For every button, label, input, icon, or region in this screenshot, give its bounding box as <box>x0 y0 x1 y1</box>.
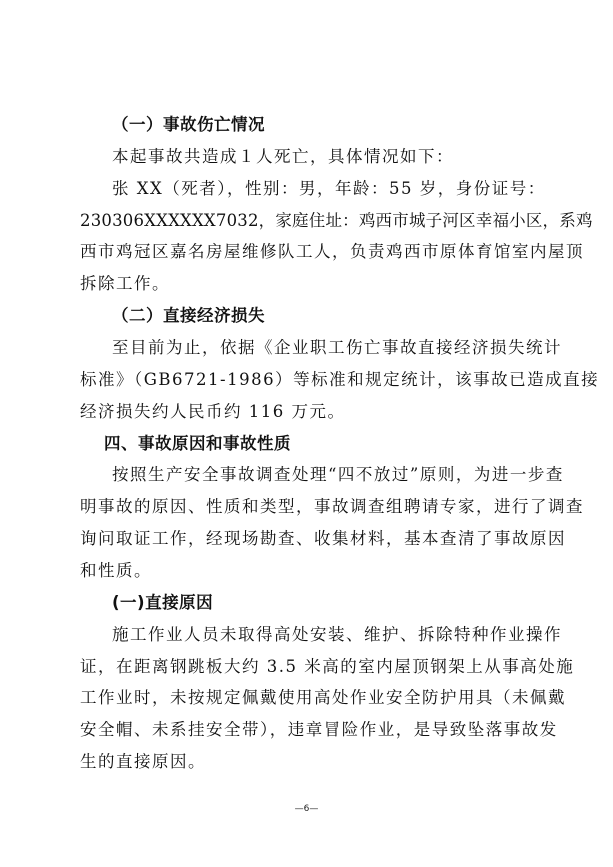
paragraph-line: 询问取证工作，经现场勘查、收集材料，基本查清了事故原因 <box>80 529 566 548</box>
paragraph-line: 至目前为止，依据《企业职工伤亡事故直接经济损失统计 <box>112 338 562 357</box>
paragraph-line: 张 XX（死者），性别：男，年龄：55 岁，身份证号： <box>112 179 546 198</box>
paragraph-line: 230306XXXXXX7032，家庭住址：鸡西市城子河区幸福小区，系鸡 <box>80 211 593 230</box>
page-number: —6— <box>294 804 319 814</box>
paragraph-line: 西市鸡冠区嘉名房屋维修队工人，负责鸡西市原体育馆室内屋顶 <box>80 242 584 261</box>
paragraph-line: 工作业时，未按规定佩戴使用高处作业安全防护用具（未佩戴 <box>80 688 566 707</box>
paragraph-line: 标准》（GB6721-1986）等标准和规定统计，该事故已造成直接 <box>80 370 600 389</box>
paragraph-line: 经济损失约人民币约 116 万元。 <box>80 402 346 421</box>
paragraph-line: 施工作业人员未取得高处安装、维护、拆除特种作业操作 <box>112 625 562 644</box>
section-heading-direct-cause: (一)直接原因 <box>112 593 214 612</box>
paragraph-line: 按照生产安全事故调查处理“四不放过”原则，为进一步查 <box>112 465 564 484</box>
paragraph-line: 和性质。 <box>80 561 152 580</box>
paragraph-line: 证，在距离钢跳板大约 3.5 米高的室内屋顶钢架上从事高处施 <box>80 657 575 676</box>
paragraph-line: 明事故的原因、性质和类型，事故调查组聘请专家，进行了调查 <box>80 497 584 516</box>
paragraph-line: 安全帽、未系挂安全带），违章冒险作业，是导致坠落事故发 <box>80 720 558 739</box>
paragraph-line: 生的直接原因。 <box>80 752 206 771</box>
paragraph-line: 本起事故共造成１人死亡，具体情况如下： <box>112 147 454 166</box>
section-heading-economic-loss: （二）直接经济损失 <box>112 306 265 325</box>
section-heading-casualties: （一）事故伤亡情况 <box>112 115 265 134</box>
section-heading-cause-nature: 四、事故原因和事故性质 <box>104 434 291 453</box>
paragraph-line: 拆除工作。 <box>80 274 170 293</box>
